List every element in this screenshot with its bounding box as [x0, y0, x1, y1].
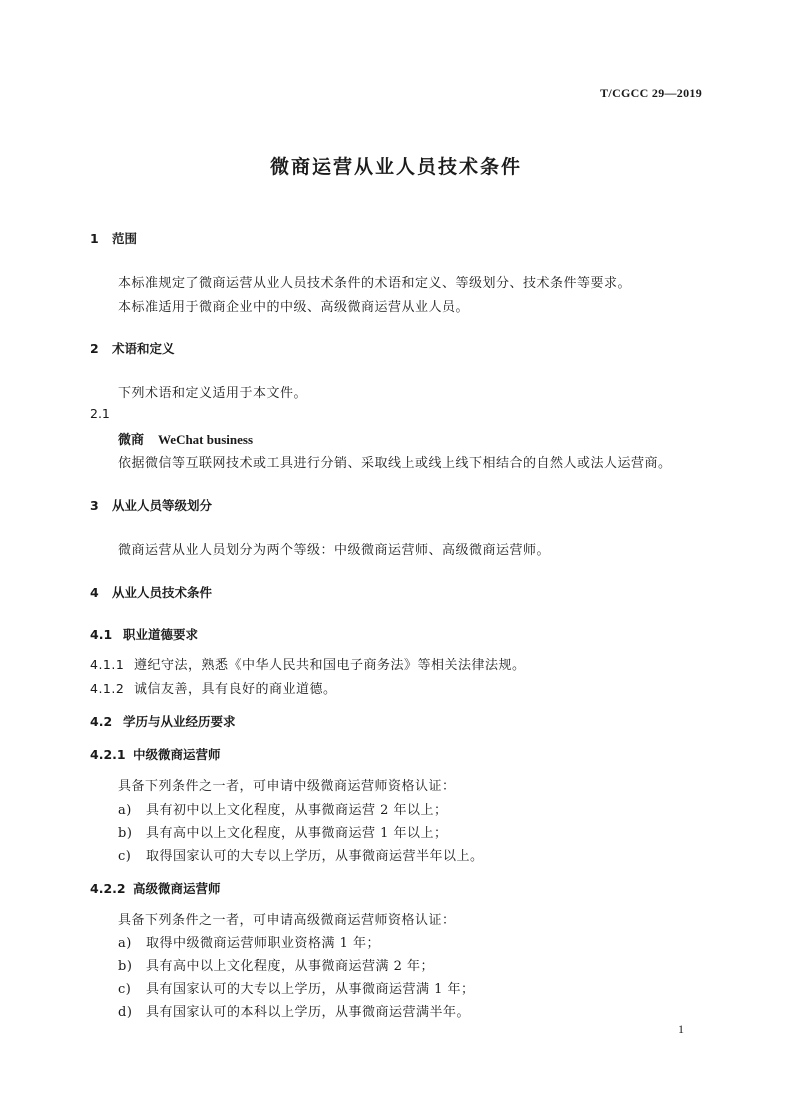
term-english: WeChat business [158, 432, 254, 447]
clause-number: 4.1.2 [90, 681, 125, 696]
section-number: 1 [90, 231, 99, 246]
section-2-heading [90, 339, 175, 357]
clause-number: 4.2.2 [90, 881, 126, 896]
list-item-text: 取得国家认可的大专以上学历，从事微商运营半年以上。 [146, 849, 484, 864]
section-title: 从业人员技术条件 [112, 585, 213, 600]
section-4-heading [90, 583, 212, 601]
clause-text: 遵纪守法，熟悉《中华人民共和国电子商务法》等相关法律法规。 [134, 658, 526, 673]
clause-4-1-2 [90, 678, 337, 697]
clause-number: 4.1.1 [90, 657, 125, 672]
list-item [118, 1001, 470, 1020]
subsection-4-2-heading [90, 712, 236, 730]
clause-title: 中级微商运营师 [133, 747, 221, 762]
section-title: 术语和定义 [112, 341, 175, 356]
list-item-label: d) [118, 1005, 133, 1020]
clause-4-1-1 [90, 654, 526, 673]
page-title: 微商运营从业人员技术条件 [269, 156, 522, 178]
subsection-number: 4.1 [90, 627, 113, 642]
clause-number: 4.2.1 [90, 747, 126, 762]
subsection-4-1-heading [90, 625, 198, 643]
list-item-label: c) [118, 982, 132, 997]
term-entry [118, 429, 253, 448]
list-item-text: 具有高中以上文化程度，从事微商运营 1 年以上； [146, 826, 448, 841]
list-item [118, 955, 434, 974]
list-item [118, 845, 484, 864]
list-item [118, 822, 448, 841]
paragraph: 下列术语和定义适用于本文件。 [118, 386, 308, 401]
document-number: T/CGCC 29—2019 [600, 86, 702, 100]
clause-4-2-1-heading [90, 745, 221, 763]
list-item-label: c) [118, 849, 132, 864]
subsection-title: 学历与从业经历要求 [123, 714, 236, 729]
section-title: 范围 [112, 231, 138, 246]
paragraph: 微商运营从业人员划分为两个等级：中级微商运营师、高级微商运营师。 [118, 543, 551, 558]
list-item [118, 978, 475, 997]
section-number: 4 [90, 585, 99, 600]
term-chinese: 微商 [118, 433, 145, 448]
clause-title: 高级微商运营师 [133, 881, 221, 896]
list-item-text: 具有国家认可的本科以上学历，从事微商运营满半年。 [146, 1005, 471, 1020]
clause-4-2-2-heading [90, 879, 221, 897]
list-item-label: b) [118, 959, 133, 974]
term-definition: 依据微信等互联网技术或工具进行分销、采取线上或线上线下相结合的自然人或法人运营商。 [118, 456, 672, 471]
clause-text: 诚信友善，具有良好的商业道德。 [134, 682, 337, 697]
list-item-text: 具有高中以上文化程度，从事微商运营满 2 年； [146, 959, 435, 974]
paragraph: 本标准规定了微商运营从业人员技术条件的术语和定义、等级划分、技术条件等要求。 [118, 276, 632, 291]
section-number: 2 [90, 341, 99, 356]
section-number: 3 [90, 498, 99, 513]
list-item-text: 具有国家认可的大专以上学历，从事微商运营满 1 年； [146, 982, 475, 997]
list-item-label: a) [118, 803, 132, 818]
list-item [118, 799, 448, 818]
list-item-label: a) [118, 936, 132, 951]
list-item-text: 具有初中以上文化程度，从事微商运营 2 年以上； [146, 803, 448, 818]
section-3-heading [90, 496, 212, 514]
section-1-heading [90, 229, 137, 247]
subsection-title: 职业道德要求 [123, 627, 199, 642]
page-number: 1 [678, 1022, 684, 1036]
list-item-label: b) [118, 826, 133, 841]
subsection-number: 4.2 [90, 714, 113, 729]
list-item-text: 取得中级微商运营师职业资格满 1 年； [146, 936, 381, 951]
subsection-number: 2.1 [90, 406, 110, 421]
section-title: 从业人员等级划分 [112, 498, 213, 513]
list-intro: 具备下列条件之一者，可申请中级微商运营师资格认证： [118, 779, 456, 794]
paragraph: 本标准适用于微商企业中的中级、高级微商运营从业人员。 [118, 300, 470, 315]
list-item [118, 932, 380, 951]
list-intro: 具备下列条件之一者，可申请高级微商运营师资格认证： [118, 913, 456, 928]
